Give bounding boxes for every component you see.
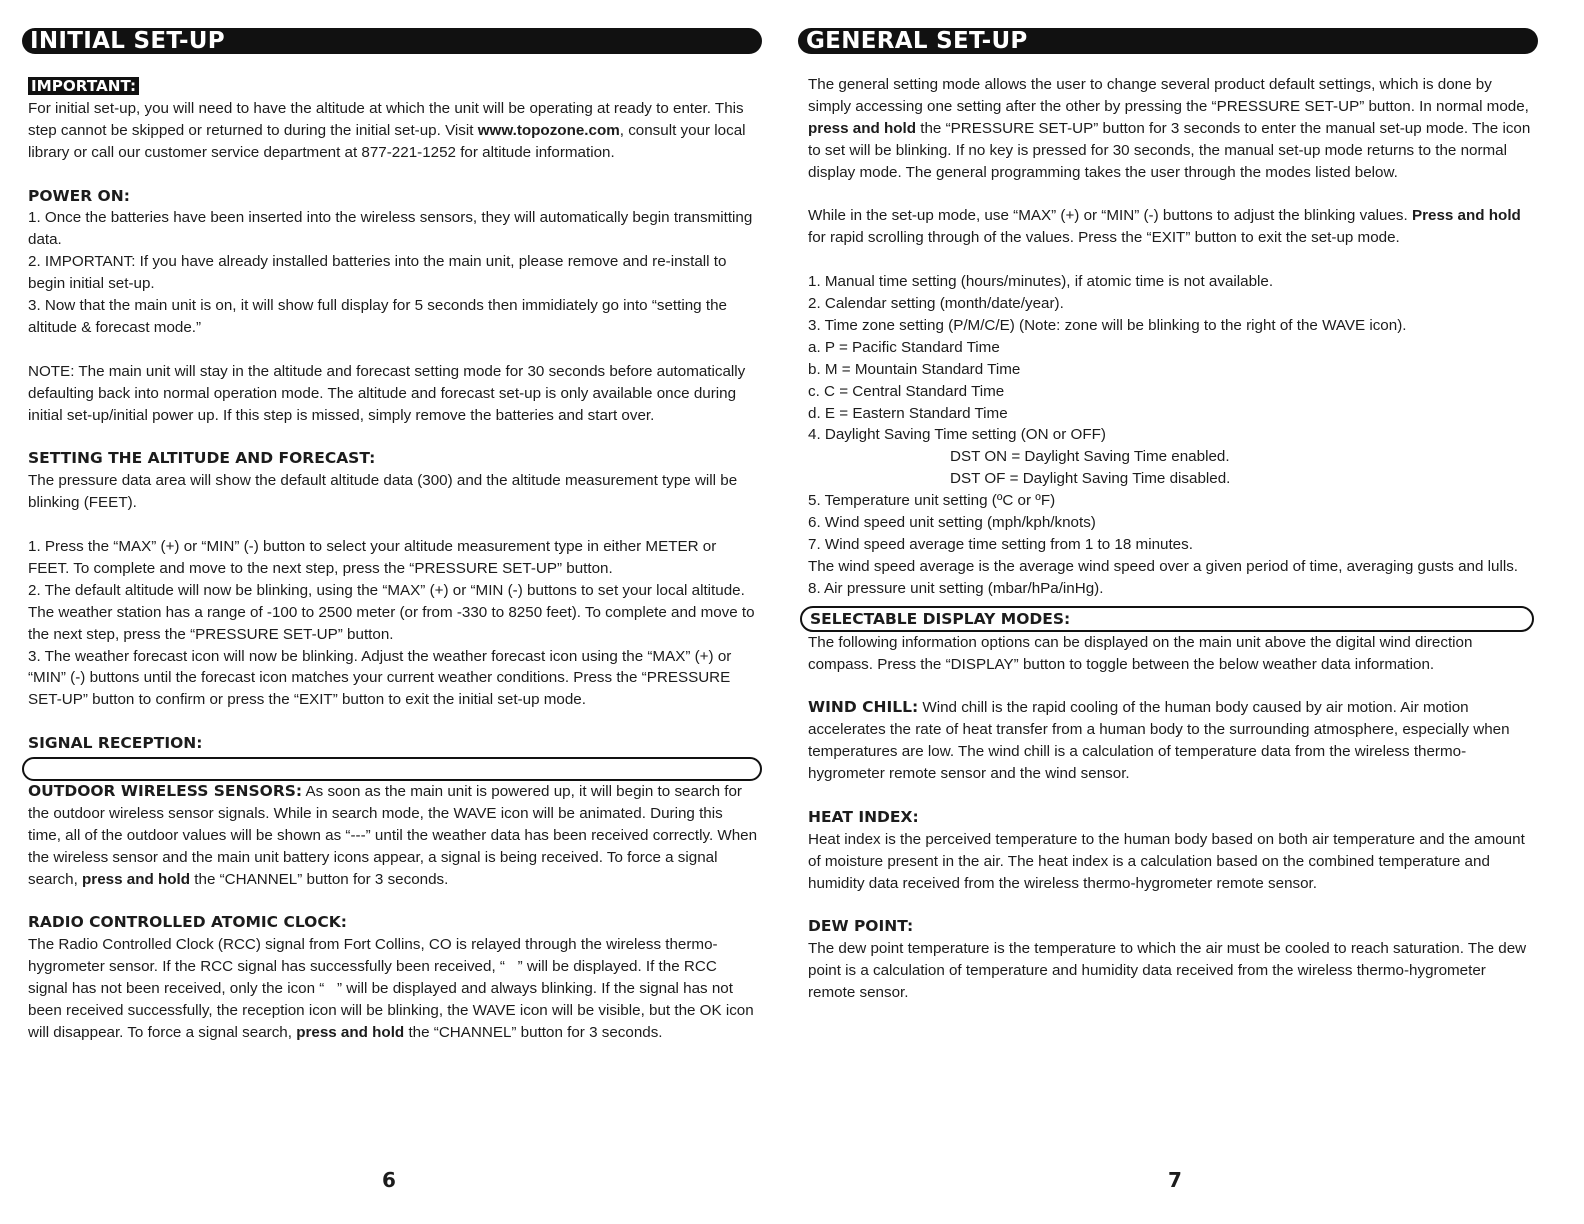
important-heading	[28, 76, 758, 98]
dew-point-text: The dew point temperature is the temperature to which the air must be cooled to reach saturation. The dew point is a calculation of temperature and humidity data received from the wireless thermo-hygrometer remote sensor.	[808, 940, 1527, 1002]
important-label: IMPORTANT:	[28, 77, 139, 95]
list-item: 2. Calendar setting (month/date/year).	[808, 295, 1064, 313]
list-item: 6. Wind speed unit setting (mph/kph/knots)	[808, 514, 1096, 532]
right-content	[798, 74, 1538, 1004]
page-number-right: 7	[1168, 1168, 1182, 1192]
left-content	[22, 76, 762, 1044]
power-on-note: NOTE: The main unit will stay in the altitude and forecast setting mode for 30 seconds before automatically defaulting back into normal operation mode. The altitude and forecast set-up is only available once during initial set-up/initial power up. If this step is missed, simply remove the batteries and start over.	[28, 362, 746, 424]
divider-pill	[22, 757, 762, 781]
power-on-item-1: 1. Once the batteries have been inserted into the wireless sensors, they will automatically begin transmitting data.	[28, 209, 753, 249]
wind-chill-heading: WIND CHILL:	[808, 698, 919, 717]
rcc-heading: RADIO CONTROLLED ATOMIC CLOCK:	[28, 913, 347, 932]
altitude-heading: SETTING THE ALTITUDE AND FORECAST:	[28, 449, 376, 468]
list-item: 7. Wind speed average time setting from 1 to 18 minutes.	[808, 536, 1193, 553]
page-number-left: 6	[382, 1168, 396, 1192]
dew-point-heading: DEW POINT:	[808, 917, 914, 936]
altitude-item-3: 3. The weather forecast icon will now be blinking. Adjust the weather forecast icon using the “MAX” (+) or “MIN” (-) buttons until the forecast icon matches your current weather conditions. Press the “PRESSURE SET-UP” button to confirm or press the “EXIT” button to exit the initial set-up mode.	[28, 647, 732, 709]
list-item: 1. Manual time setting (hours/minutes), if atomic time is not available.	[808, 273, 1274, 291]
power-on-item-2: 2. IMPORTANT: If you have already installed batteries into the main unit, please remove and re-install to begin initial set-up.	[28, 253, 727, 293]
display-modes-text: The following information options can be displayed on the main unit above the digital wind direction compass. Press the “DISPLAY” button to toggle between the below weather data information.	[808, 633, 1473, 673]
list-item: a. P = Pacific Standard Time	[808, 338, 1000, 356]
list-item: c. C = Central Standard Time	[808, 382, 1005, 400]
settings-list	[808, 271, 1534, 600]
list-item: 3. Time zone setting (P/M/C/E) (Note: zone will be blinking to the right of the WAVE icon).	[808, 316, 1407, 334]
power-on-heading: POWER ON:	[28, 186, 130, 205]
dst-on: DST ON = Daylight Saving Time enabled.	[950, 448, 1230, 466]
list-item: b. M = Mountain Standard Time	[808, 360, 1021, 378]
dst-off: DST OF = Daylight Saving Time disabled.	[950, 470, 1231, 488]
list-item: 8. Air pressure unit setting (mbar/hPa/inHg).	[808, 579, 1104, 597]
while-setup-text: While in the set-up mode, use “MAX” (+) or “MIN” (-) buttons to adjust the blinking values. Press and hold for rapid scrolling through of the values. Press the “EXIT” button to exit the set-up mode.	[808, 207, 1521, 247]
topozone-link[interactable]: www.topozone.com	[477, 121, 620, 139]
general-intro: The general setting mode allows the user to change several product default settings, which is done by simply accessing one setting after the other by pressing the “PRESSURE SET-UP” button. In normal mode, press and hold the “PRESSURE SET-UP” button for 3 seconds to enter the manual set-up mode. The icon to set will be blinking. If no key is pressed for 30 seconds, the manual set-up mode returns to the normal display mode. The general programming takes the user through the modes listed below.	[808, 76, 1531, 181]
power-on-item-3: 3. Now that the main unit is on, it will show full display for 5 seconds then immidiately go into “setting the altitude & forecast mode.”	[28, 297, 727, 336]
important-text: For initial set-up, you will need to have the altitude at which the unit will be operating at ready to enter. This step cannot be skipped or returned to during the initial set-up. Visit www.topozone.com, consult your local library or call our customer service department at 877-221-1252 for altitude information.	[28, 99, 746, 161]
signal-heading: SIGNAL RECEPTION:	[28, 734, 203, 753]
list-item: 4. Daylight Saving Time setting (ON or OFF)	[808, 426, 1106, 444]
outdoor-sensors-heading: OUTDOOR WIRELESS SENSORS:	[28, 782, 303, 801]
page-title-general-setup: GENERAL SET-UP	[798, 28, 1538, 54]
right-page	[798, 28, 1538, 1026]
heat-index-text: Heat index is the perceived temperature to the human body based on both air temperature and the amount of moisture present in the air. The heat index is a calculation based on the combined temperature and humidity data received from the wireless thermo-hygrometer remote sensor.	[808, 830, 1525, 892]
left-page	[22, 28, 762, 1066]
list-item: The wind speed average is the average wind speed over a given period of time, averaging gusts and lulls.	[808, 557, 1519, 575]
list-item: d. E = Eastern Standard Time	[808, 404, 1008, 422]
outdoor-sensors-text: OUTDOOR WIRELESS SENSORS: As soon as the main unit is powered up, it will begin to search for the outdoor wireless sensor signals. While in search mode, the WAVE icon will be animated. During this time, all of the outdoor values will be shown as “---” until the weather data has been received correctly. When the wireless sensor and the main unit battery icons appear, a signal is being received. To force a signal search, press and hold the “CHANNEL” button for 3 seconds.	[28, 782, 758, 888]
altitude-intro: The pressure data area will show the default altitude data (300) and the altitude measurement type will be blinking (FEET).	[28, 472, 738, 512]
list-item: 5. Temperature unit setting (ºC or ºF)	[808, 492, 1056, 510]
heat-index-heading: HEAT INDEX:	[808, 807, 919, 826]
altitude-item-1: 1. Press the “MAX” (+) or “MIN” (-) button to select your altitude measurement type in either METER or FEET. To complete and move to the next step, press the “PRESSURE SET-UP” button.	[28, 537, 717, 577]
rcc-text: The Radio Controlled Clock (RCC) signal from Fort Collins, CO is relayed through the wireless thermo-hygrometer sensor. If the RCC signal has successfully been received, “ ” will be displayed. If the RCC signal has not been received, only the icon “ ” will be displayed and always blinking. If the signal has not been received successfully, the reception icon will be blinking, the WAVE icon will be visible, but the OK icon will disappear. To force a signal search, press and hold the “CHANNEL” button for 3 seconds.	[28, 936, 754, 1041]
page-title-initial-setup: INITIAL SET-UP	[22, 28, 762, 54]
altitude-item-2: 2. The default altitude will now be blinking, using the “MAX” (+) or “MIN (-) buttons to set your local altitude. The weather station has a range of -100 to 2500 meter (or from -330 to 8250 feet). To complete and move to the next step, press the “PRESSURE SET-UP” button.	[28, 581, 755, 643]
display-modes-heading: SELECTABLE DISPLAY MODES:	[800, 606, 1534, 632]
wind-chill-text: WIND CHILL: Wind chill is the rapid cooling of the human body caused by air motion. Air motion accelerates the rate of heat transfer from a human body to the surrounding atmosphere, especially when temperatures are low. The wind chill is a calculation of temperature data from the wireless thermo-hygrometer remote sensor and the wind sensor.	[808, 698, 1510, 783]
